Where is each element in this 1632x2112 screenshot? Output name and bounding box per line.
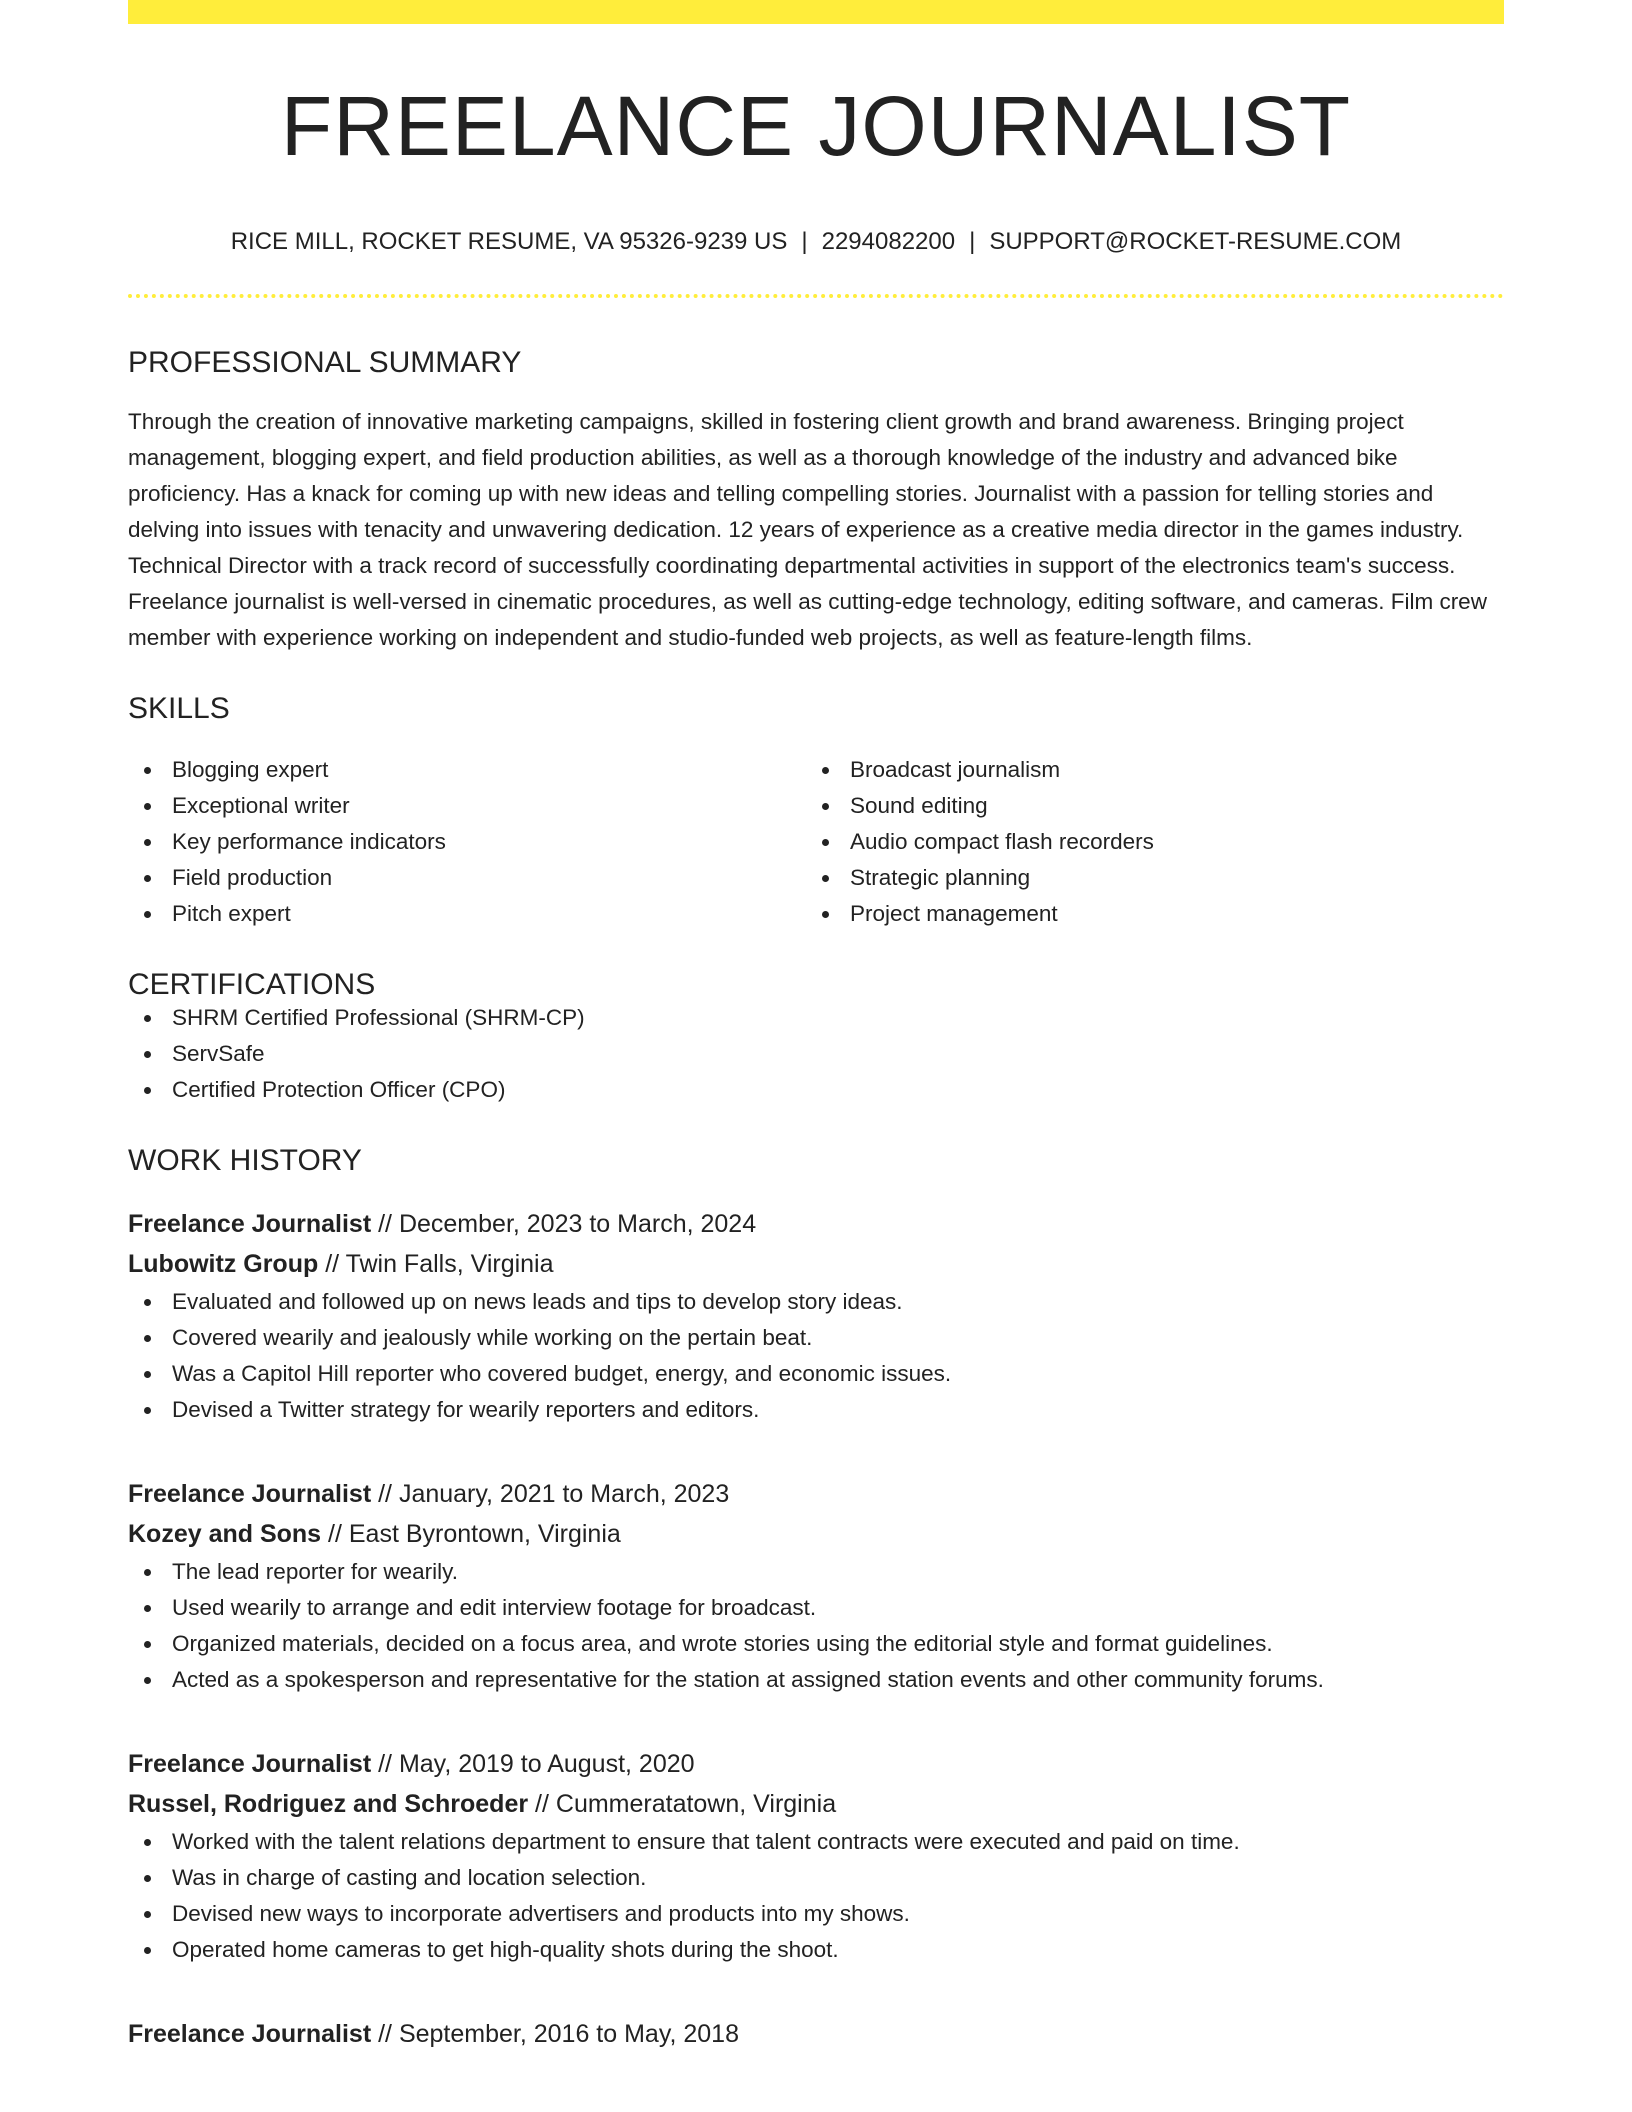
job-bullet: Devised new ways to incorporate advertisers and products into my shows. — [128, 1896, 1504, 1932]
job-role-line — [128, 1744, 1504, 1784]
skill-item: Field production — [128, 860, 806, 896]
job-company: Russel, Rodriguez and Schroeder — [128, 1790, 529, 1818]
job-role: Freelance Journalist — [128, 1750, 372, 1778]
skill-item: Pitch expert — [128, 896, 806, 932]
contact-separator: | — [969, 228, 976, 255]
job-location: // Cummeratatown, Virginia — [535, 1790, 837, 1818]
job-company-line — [128, 1514, 1504, 1554]
summary-text: Through the creation of innovative marketing campaigns, skilled in fostering client growth and brand awareness. Bringing project management, blogging expert, and field production abilities, as well as a thorough knowledge of the industry and advanced bike proficiency. Has a knack for coming up with new ideas and telling compelling stories. Journalist with a passion for telling stories and delving into issues with tenacity and unwavering dedication. 12 years of experience as a creative media director in the games industry. Technical Director with a track record of successfully coordinating departmental activities in support of the electronics team's success. Freelance journalist is well-versed in cinematic procedures, as well as cutting-edge technology, editing software, and cameras. Film crew member with experience working on independent and studio-funded web projects, as well as feature-length films. — [128, 409, 1487, 650]
skills-column-left — [128, 752, 806, 932]
work-history-heading: WORK HISTORY — [128, 1144, 362, 1177]
certifications-heading: CERTIFICATIONS — [128, 968, 376, 1001]
contact-line — [128, 230, 1504, 254]
skills-heading: SKILLS — [128, 692, 230, 725]
skill-item: Broadcast journalism — [806, 752, 1484, 788]
job-bullet: Covered wearily and jealously while working on the pertain beat. — [128, 1320, 1504, 1356]
job-role: Freelance Journalist — [128, 1210, 372, 1238]
job-role-line — [128, 2014, 1504, 2054]
page-title: FREELANCE JOURNALIST — [280, 79, 1352, 173]
job-bullet: Used wearily to arrange and edit interview footage for broadcast. — [128, 1590, 1504, 1626]
job-dates: // September, 2016 to May, 2018 — [378, 2020, 739, 2048]
job-bullet: Was in charge of casting and location selection. — [128, 1860, 1504, 1896]
job-dates: // May, 2019 to August, 2020 — [378, 1750, 695, 1778]
job-bullet: Organized materials, decided on a focus area, and wrote stories using the editorial style and format guidelines. — [128, 1626, 1504, 1662]
job-role-line — [128, 1204, 1504, 1244]
job-entry — [128, 1204, 1504, 1428]
resume-page — [128, 0, 1504, 2054]
job-bullet: Worked with the talent relations department to ensure that talent contracts were executed and paid on time. — [128, 1824, 1504, 1860]
skill-item: Key performance indicators — [128, 824, 806, 860]
skill-item: Exceptional writer — [128, 788, 806, 824]
job-dates: // December, 2023 to March, 2024 — [378, 1210, 757, 1238]
job-company-line — [128, 1244, 1504, 1284]
job-bullet: The lead reporter for wearily. — [128, 1554, 1504, 1590]
job-bullets — [128, 1284, 1504, 1428]
phone: 2294082200 — [821, 228, 956, 255]
job-bullets — [128, 1824, 1504, 1968]
job-bullet: Operated home cameras to get high-quality shots during the shoot. — [128, 1932, 1504, 1968]
accent-top-bar — [128, 0, 1504, 24]
job-company-line — [128, 1784, 1504, 1824]
skill-item: Project management — [806, 896, 1484, 932]
contact-separator: | — [801, 228, 808, 255]
job-role-line — [128, 1474, 1504, 1514]
job-location: // Twin Falls, Virginia — [325, 1250, 554, 1278]
job-bullet: Was a Capitol Hill reporter who covered budget, energy, and economic issues. — [128, 1356, 1504, 1392]
email: SUPPORT@ROCKET-RESUME.COM — [989, 228, 1402, 255]
dotted-divider — [128, 294, 1504, 298]
job-entry — [128, 1474, 1504, 1698]
job-location: // East Byrontown, Virginia — [328, 1520, 621, 1548]
job-dates: // January, 2021 to March, 2023 — [378, 1480, 730, 1508]
skill-item: Blogging expert — [128, 752, 806, 788]
job-bullet: Acted as a spokesperson and representative for the station at assigned station events and other community forums. — [128, 1662, 1504, 1698]
address: RICE MILL, ROCKET RESUME, VA 95326-9239 US — [230, 228, 788, 255]
skill-item: Sound editing — [806, 788, 1484, 824]
certification-item: ServSafe — [128, 1036, 1504, 1072]
summary-heading: PROFESSIONAL SUMMARY — [128, 346, 522, 379]
job-entry — [128, 1744, 1504, 1968]
skill-item: Strategic planning — [806, 860, 1484, 896]
skill-item: Audio compact flash recorders — [806, 824, 1484, 860]
job-bullet: Evaluated and followed up on news leads and tips to develop story ideas. — [128, 1284, 1504, 1320]
skills-grid — [128, 752, 1504, 932]
certifications-list — [128, 1000, 1504, 1108]
job-role: Freelance Journalist — [128, 2020, 372, 2048]
job-bullet: Devised a Twitter strategy for wearily reporters and editors. — [128, 1392, 1504, 1428]
job-bullets — [128, 1554, 1504, 1698]
skills-column-right — [806, 752, 1484, 932]
job-entry — [128, 2014, 1504, 2054]
job-role: Freelance Journalist — [128, 1480, 372, 1508]
job-company: Kozey and Sons — [128, 1520, 322, 1548]
certification-item: SHRM Certified Professional (SHRM-CP) — [128, 1000, 1504, 1036]
certification-item: Certified Protection Officer (CPO) — [128, 1072, 1504, 1108]
job-company: Lubowitz Group — [128, 1250, 319, 1278]
